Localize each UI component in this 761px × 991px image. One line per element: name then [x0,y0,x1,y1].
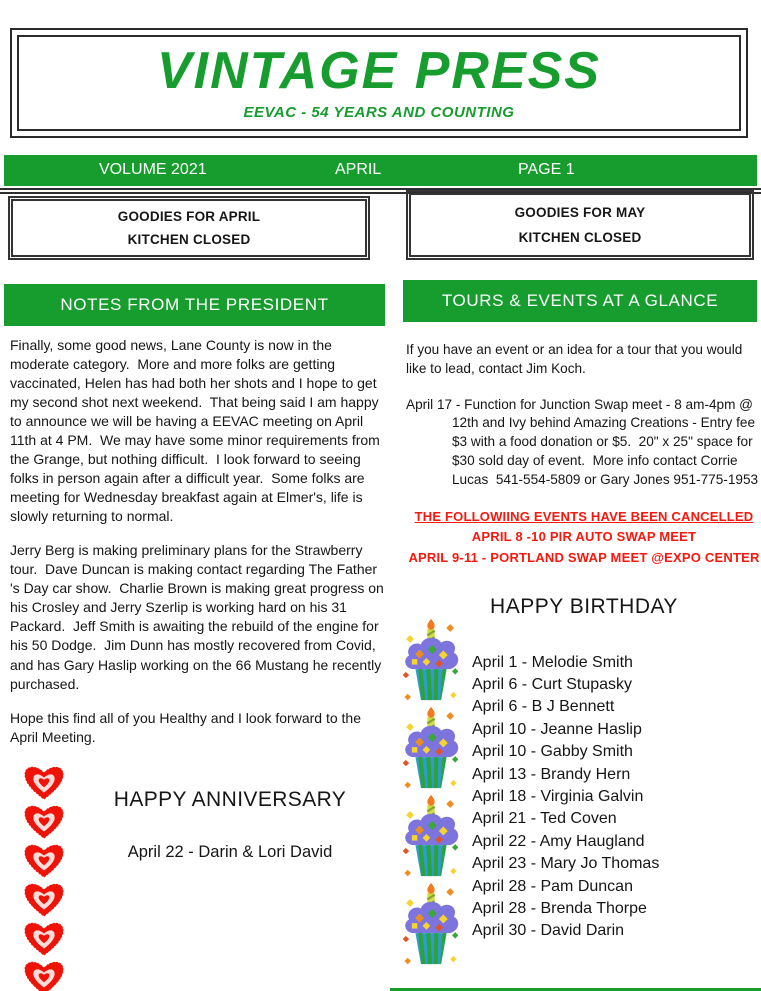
cancelled-events-notice [406,507,761,567]
birthday-entry: April 21 - Ted Coven [472,810,617,828]
anniversary-section [10,762,384,991]
issue-info-bar [4,155,757,186]
cupcake-icon [400,618,462,702]
masthead-frame [17,35,741,131]
president-paragraph-1: Finally, some good news, Lane County is now in the moderate category. More and more folks are getting vaccinated, Helen has had both her shots and I hope to get my second shot next weekend. That being said I am happy to announce we will be having a EEVAC meeting on April 11th at 4 PM. We may have some minor requirements from the Grange, but nothing difficult. I look forward to seeing folks in person again after a difficult year. Some folks are meeting for Wednesday breakfast again at Elmer's, life is slowly returning to normal. [10,337,384,525]
cupcakes-column [400,618,466,966]
cancelled-events-title: THE FOLLOWIING EVENTS HAVE BEEN CANCELLED [414,509,754,525]
heart-icon [22,801,66,841]
cancelled-event: APRIL 9-11 - PORTLAND SWAP MEET @EXPO CENTER [408,549,760,565]
president-paragraph-2: Jerry Berg is making preliminary plans for the Strawberry tour. Dave Duncan is making contact regarding The Father 's Day car show. Charlie Brown is making great progress on his Crosley and Jerry Szerlip is working hard on his 31 Packard. Jeff Smith is awaiting the rebuild of the engine for his 50 Dodge. Jim Dunn has mostly recovered from Covid, and has Gary Haslip working on the 66 Mustang he recently purchased. [10,542,388,692]
birthday-entry: April 10 - Jeanne Haslip [472,720,642,738]
newsletter-title: VINTAGE PRESS [156,42,601,100]
tours-intro: If you have an event or an idea for a tour that you would like to lead, contact Jim Koch. [406,342,747,376]
anniversary-entry: April 22 - Darin & Lori David [127,843,333,862]
volume-label: VOLUME 2021 [99,161,207,178]
birthday-entry: April 22 - Amy Haugland [472,832,645,850]
birthday-entry: April 23 - Mary Jo Thomas [472,855,660,873]
heart-icon [22,840,66,880]
goodies-april-box [8,196,370,260]
cupcake-icon [400,882,462,966]
heart-icon [22,957,66,991]
president-section-header: NOTES FROM THE PRESIDENT [4,284,385,326]
month-label: APRIL [335,161,382,178]
birthday-section [406,634,761,966]
goodies-may-label: GOODIES FOR MAY [514,205,646,220]
cupcake-icon [400,706,462,790]
president-paragraph-3: Hope this find all of you Healthy and I look forward to the April Meeting. [10,709,365,745]
birthday-entry: April 28 - Brenda Thorpe [472,899,647,917]
hearts-column [22,762,76,991]
birthday-entry: April 6 - B J Bennett [472,698,615,716]
birthday-entry: April 10 - Gabby Smith [472,743,633,761]
event-april-17: April 17 - Function for Junction Swap meet - 8 am-4pm @ 12th and Ivy behind Amazing Creations - Entry fee $3 with a food donation or $5. 20" x 25" space for $30 sold day of event. More info contact Corrie Lucas 541-554-5809 or Gary Jones 951-775-1953 [406,396,759,487]
goodies-april-label: GOODIES FOR APRIL [117,209,261,224]
page-label: PAGE 1 [518,161,575,178]
heart-icon [22,918,66,958]
birthday-list [472,634,659,966]
kitchen-status-may: KITCHEN CLOSED [518,230,642,245]
anniversary-text [76,786,384,991]
newsletter-subtitle: EEVAC - 54 YEARS AND COUNTING [243,104,515,121]
birthday-entry: April 1 - Melodie Smith [472,653,633,671]
goodies-may-box [406,190,754,260]
birthday-entry: April 18 - Virginia Galvin [472,787,644,805]
anniversary-heading: HAPPY ANNIVERSARY [113,787,347,811]
tours-events-column [406,341,761,966]
masthead [10,28,748,138]
tours-section-header: TOURS & EVENTS AT A GLANCE [403,280,757,322]
heart-icon [22,762,66,802]
birthday-entry: April 6 - Curt Stupasky [472,676,633,694]
president-notes-column [10,336,388,991]
kitchen-status-april: KITCHEN CLOSED [127,232,251,247]
cancelled-event: APRIL 8 -10 PIR AUTO SWAP MEET [471,529,697,545]
heart-icon [22,879,66,919]
birthday-entry: April 13 - Brandy Hern [472,765,631,783]
birthday-heading: HAPPY BIRTHDAY [490,594,678,618]
birthday-entry: April 30 - David Darin [472,922,625,940]
birthday-entry: April 28 - Pam Duncan [472,877,633,895]
cupcake-icon [400,794,462,878]
